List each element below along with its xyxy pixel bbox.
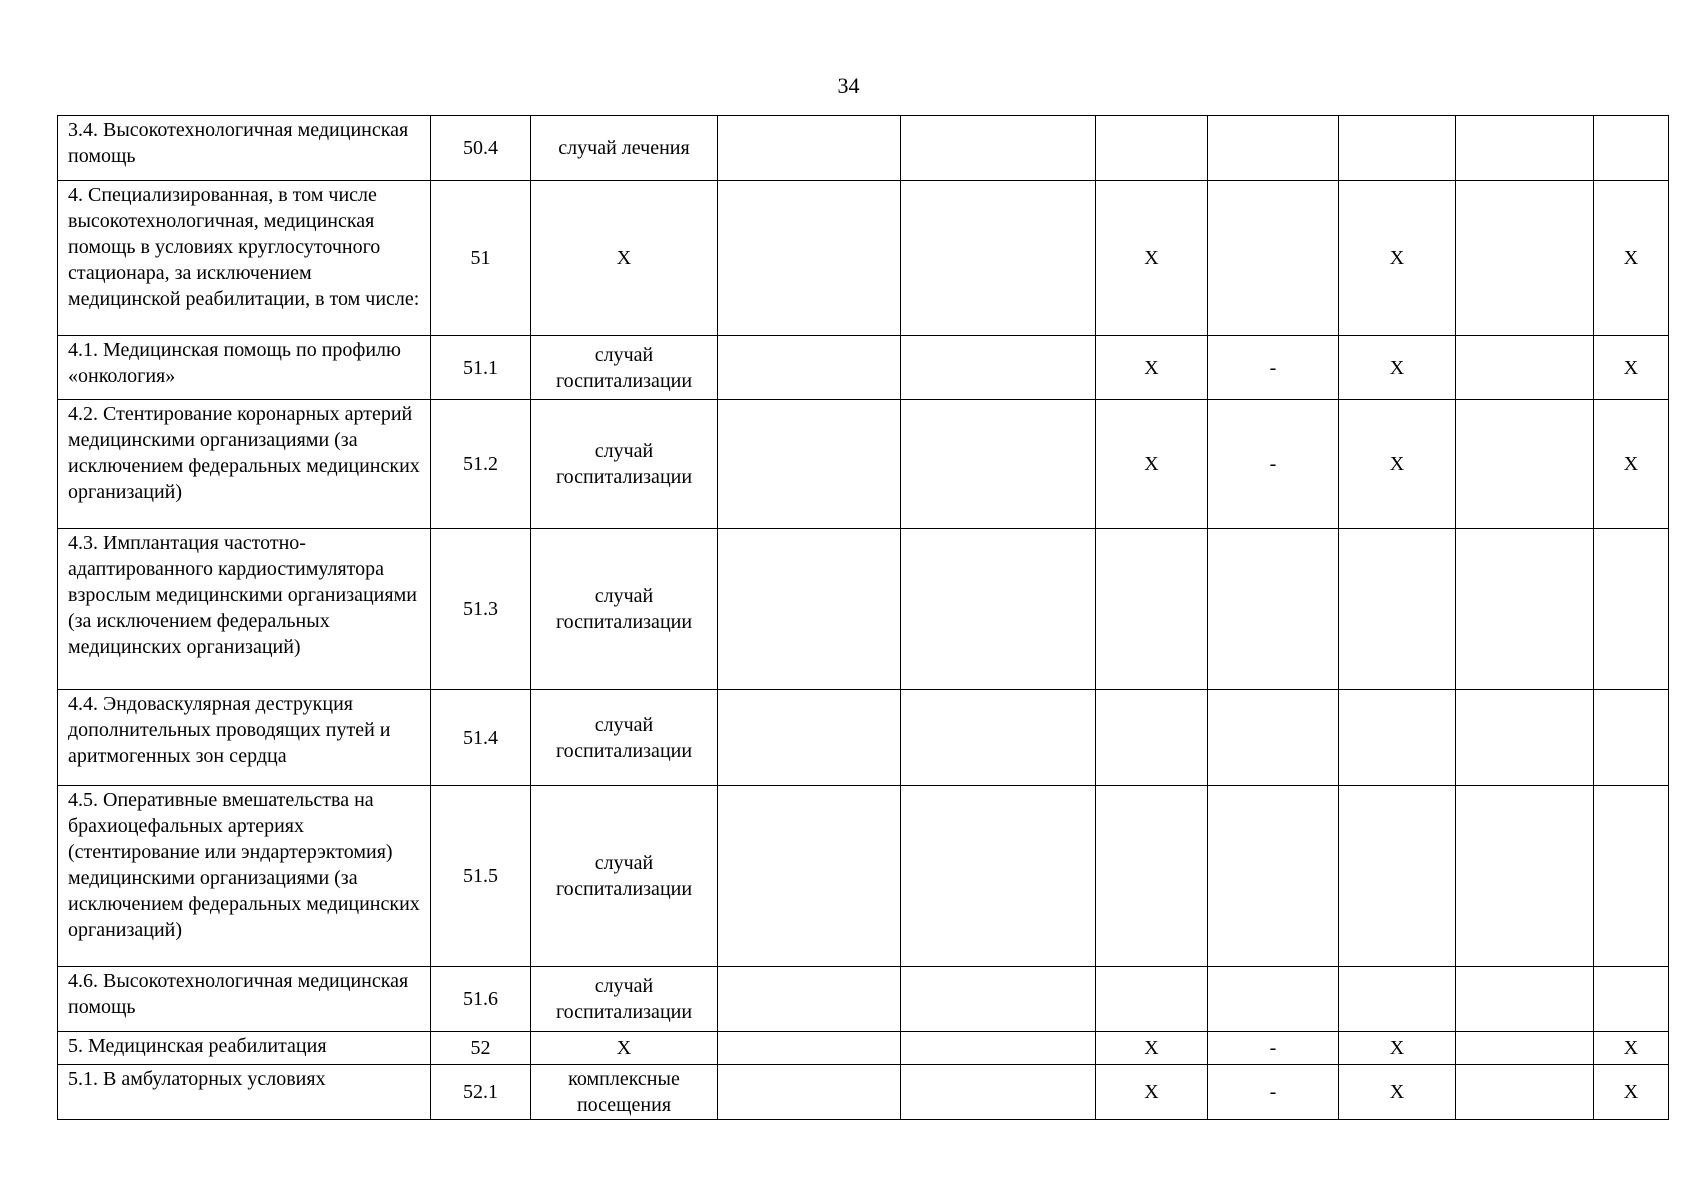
row-name-cell: 4.2. Стентирование коронарных артерий медицинскими организациями (за исключением федеральных медицинских организаций) (58, 400, 431, 529)
row-unit-cell: случай госпитализации (531, 967, 718, 1032)
row-name-cell: 4.6. Высокотехнологичная медицинская помощь (58, 967, 431, 1032)
row-value-cell: Х (1096, 1032, 1208, 1065)
row-value-cell: - (1208, 400, 1339, 529)
row-value-cell (1208, 967, 1339, 1032)
row-code-cell: 52.1 (431, 1065, 531, 1120)
row-value-cell (1456, 400, 1594, 529)
row-code-cell: 51.2 (431, 400, 531, 529)
row-value-cell (1456, 181, 1594, 336)
row-code-cell: 51 (431, 181, 531, 336)
page-number: 34 (837, 73, 860, 98)
row-value-cell (1096, 529, 1208, 690)
row-value-cell (718, 1032, 901, 1065)
row-value-cell (1339, 690, 1456, 786)
row-value-cell (1456, 116, 1594, 181)
row-value-cell: - (1208, 1032, 1339, 1065)
table-row (58, 529, 1669, 690)
row-value-cell: Х (1594, 1065, 1669, 1120)
row-code-cell: 52 (431, 1032, 531, 1065)
row-value-cell (1096, 967, 1208, 1032)
row-value-cell: Х (1339, 1065, 1456, 1120)
row-code-cell: 51.3 (431, 529, 531, 690)
row-code-cell: 51.4 (431, 690, 531, 786)
row-code-cell: 51.5 (431, 786, 531, 967)
row-value-cell (718, 690, 901, 786)
row-value-cell (1594, 529, 1669, 690)
row-value-cell (1339, 529, 1456, 690)
row-value-cell: Х (1339, 1032, 1456, 1065)
row-value-cell (718, 116, 901, 181)
table-row (58, 690, 1669, 786)
row-value-cell (1594, 786, 1669, 967)
row-value-cell: Х (1594, 336, 1669, 400)
row-value-cell (1208, 786, 1339, 967)
row-value-cell: Х (1339, 336, 1456, 400)
row-value-cell: Х (1096, 336, 1208, 400)
row-value-cell (1456, 336, 1594, 400)
table-row (58, 116, 1669, 181)
row-value-cell (1339, 967, 1456, 1032)
row-value-cell (718, 1065, 901, 1120)
table-row (58, 786, 1669, 967)
row-value-cell: Х (1594, 181, 1669, 336)
row-name-cell: 5.1. В амбулаторных условиях (58, 1065, 431, 1120)
row-name-cell: 4.1. Медицинская помощь по профилю «онкология» (58, 336, 431, 400)
row-value-cell (901, 786, 1096, 967)
row-unit-cell: Х (531, 181, 718, 336)
row-value-cell (1456, 1065, 1594, 1120)
row-value-cell (1594, 690, 1669, 786)
row-value-cell (901, 1032, 1096, 1065)
row-value-cell (901, 529, 1096, 690)
table-row (58, 181, 1669, 336)
row-value-cell (901, 967, 1096, 1032)
row-value-cell (1594, 116, 1669, 181)
row-code-cell: 51.1 (431, 336, 531, 400)
row-value-cell: Х (1594, 400, 1669, 529)
row-value-cell (718, 181, 901, 336)
row-code-cell: 51.6 (431, 967, 531, 1032)
row-value-cell (1096, 690, 1208, 786)
row-value-cell (718, 786, 901, 967)
row-value-cell (1208, 690, 1339, 786)
table-row (58, 400, 1669, 529)
row-code-cell: 50.4 (431, 116, 531, 181)
row-value-cell (901, 116, 1096, 181)
row-value-cell (1096, 786, 1208, 967)
row-unit-cell: Х (531, 1032, 718, 1065)
row-value-cell (1208, 116, 1339, 181)
row-value-cell (718, 400, 901, 529)
table-row (58, 1032, 1669, 1065)
row-value-cell: Х (1096, 1065, 1208, 1120)
row-value-cell (901, 336, 1096, 400)
row-unit-cell: случай лечения (531, 116, 718, 181)
row-value-cell (901, 1065, 1096, 1120)
row-unit-cell: случай госпитализации (531, 690, 718, 786)
row-value-cell: Х (1096, 181, 1208, 336)
row-value-cell (1208, 529, 1339, 690)
row-value-cell (1594, 967, 1669, 1032)
row-name-cell: 4.3. Имплантация частотно-адаптированного кардиостимулятора взрослым медицинскими организациями (за исключением федеральных медицинских организаций) (58, 529, 431, 690)
row-unit-cell: комплексные посещения (531, 1065, 718, 1120)
row-value-cell: - (1208, 1065, 1339, 1120)
row-value-cell: Х (1594, 1032, 1669, 1065)
row-value-cell (901, 400, 1096, 529)
row-unit-cell: случай госпитализации (531, 400, 718, 529)
row-value-cell (1339, 786, 1456, 967)
row-value-cell (1456, 1032, 1594, 1065)
row-value-cell (1456, 529, 1594, 690)
row-value-cell (1456, 786, 1594, 967)
row-name-cell: 4.5. Оперативные вмешательства на брахиоцефальных артериях (стентирование или эндартерэктомия) медицинскими организациями (за исключением федеральных медицинских организаций) (58, 786, 431, 967)
row-value-cell: Х (1096, 400, 1208, 529)
row-value-cell: Х (1339, 400, 1456, 529)
row-name-cell: 4. Специализированная, в том числе высокотехнологичная, медицинская помощь в условиях круглосуточного стационара, за исключением медицинской реабилитации, в том числе: (58, 181, 431, 336)
row-value-cell (718, 336, 901, 400)
table-row (58, 1065, 1669, 1120)
row-value-cell (718, 967, 901, 1032)
row-value-cell (901, 690, 1096, 786)
data-table (57, 115, 1669, 1120)
row-value-cell (1456, 967, 1594, 1032)
row-value-cell (901, 181, 1096, 336)
table-row (58, 336, 1669, 400)
row-value-cell (1339, 116, 1456, 181)
row-value-cell (1456, 690, 1594, 786)
row-unit-cell: случай госпитализации (531, 529, 718, 690)
row-value-cell: - (1208, 336, 1339, 400)
table-row (58, 967, 1669, 1032)
row-value-cell: Х (1339, 181, 1456, 336)
row-name-cell: 4.4. Эндоваскулярная деструкция дополнительных проводящих путей и аритмогенных зон сердца (58, 690, 431, 786)
row-value-cell (718, 529, 901, 690)
row-name-cell: 5. Медицинская реабилитация (58, 1032, 431, 1065)
row-unit-cell: случай госпитализации (531, 336, 718, 400)
row-value-cell (1208, 181, 1339, 336)
row-name-cell: 3.4. Высокотехнологичная медицинская помощь (58, 116, 431, 181)
row-value-cell (1096, 116, 1208, 181)
row-unit-cell: случай госпитализации (531, 786, 718, 967)
